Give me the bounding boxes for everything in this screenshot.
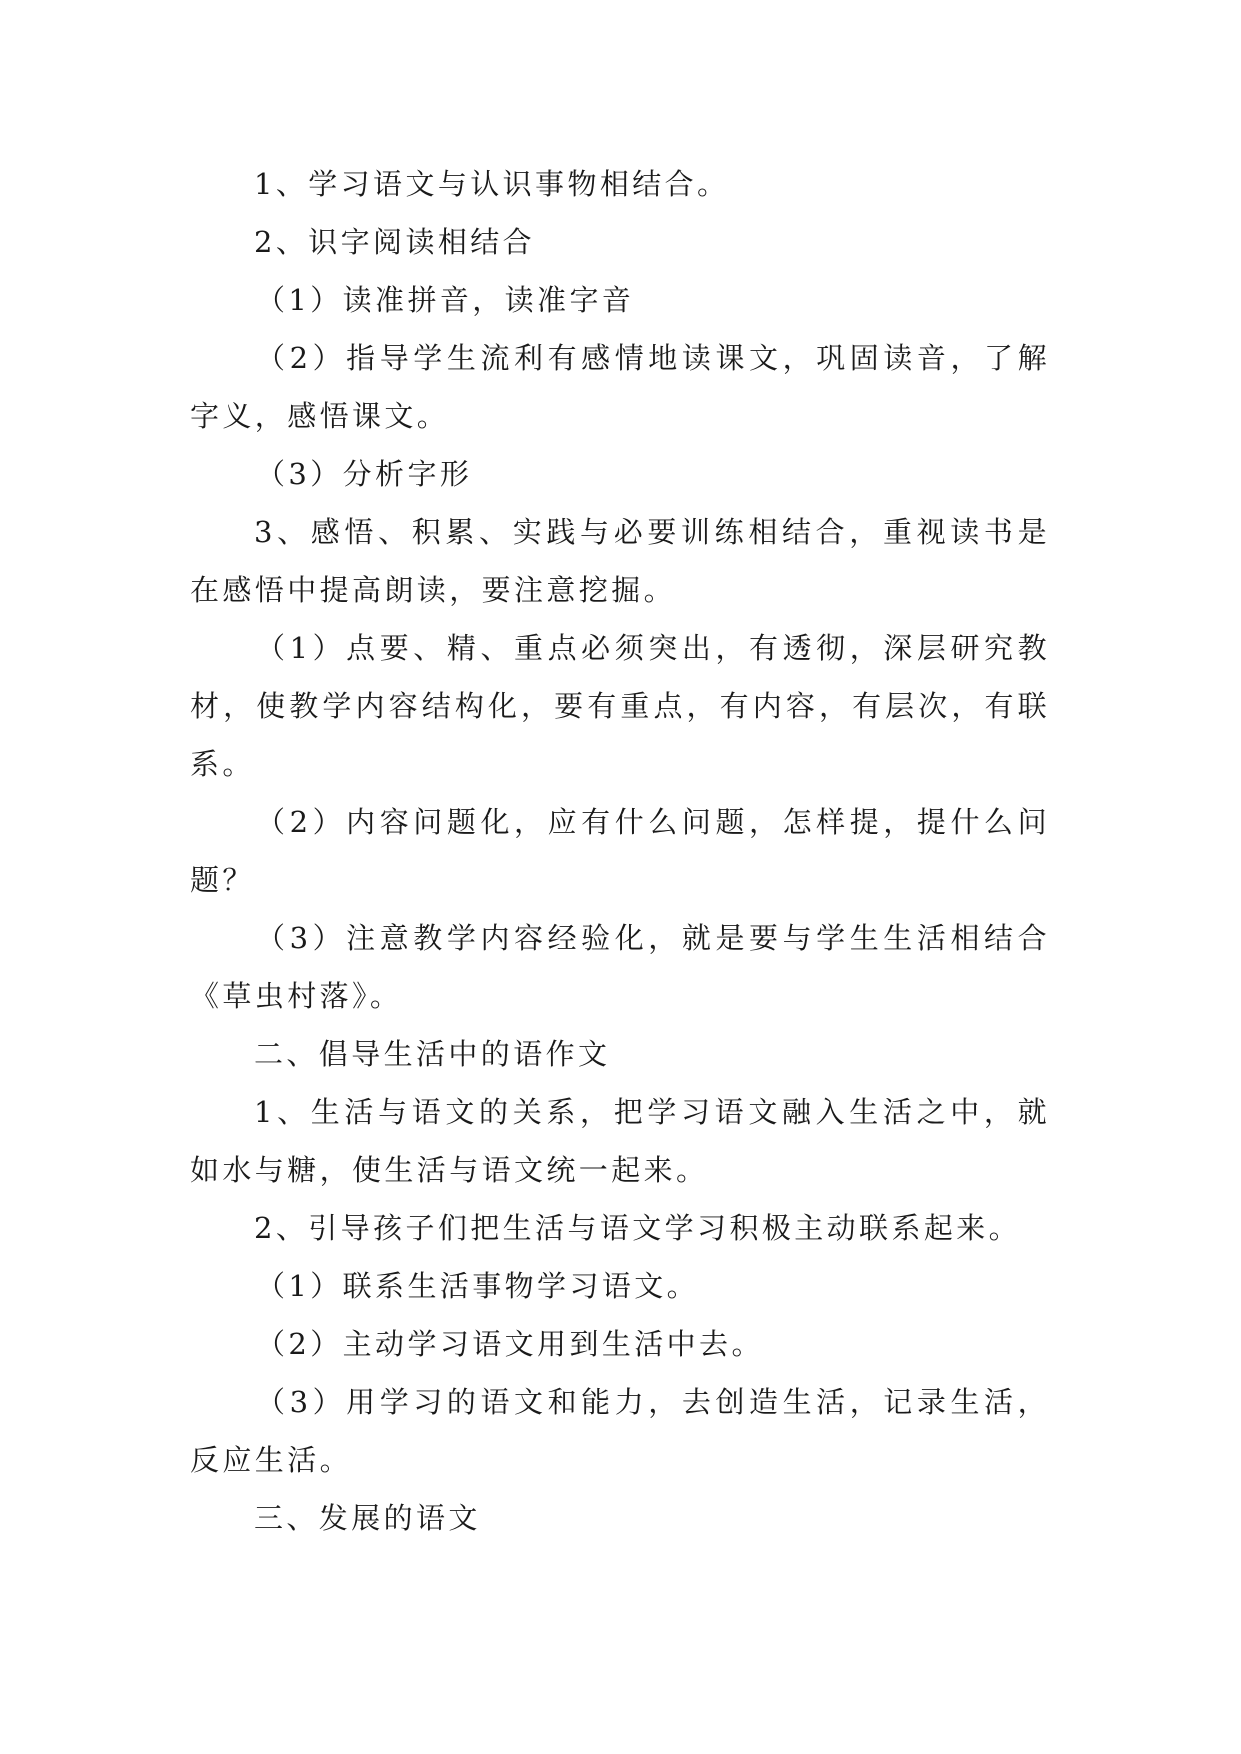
section-heading: 二、倡导生活中的语作文 (254, 1037, 611, 1071)
paragraph: 1、生活与语文的关系，把学习语文融入生活之中，就如水与糖，使生活与语文统一起来。 (190, 1095, 1050, 1187)
paragraph: 2、引导孩子们把生活与语文学习积极主动联系起来。 (254, 1211, 1022, 1245)
paragraph: 2、识字阅读相结合 (254, 225, 536, 259)
paragraph: 3、感悟、积累、实践与必要训练相结合，重视读书是在感悟中提高朗读，要注意挖掘。 (190, 515, 1050, 607)
paragraph: 1、学习语文与认识事物相结合。 (254, 167, 730, 201)
paragraph: （1）点要、精、重点必须突出，有透彻，深层研究教材，使教学内容结构化，要有重点，有内容，有层次，有联系。 (190, 631, 1050, 781)
paragraph: （2）主动学习语文用到生活中去。 (256, 1327, 764, 1361)
paragraph: （1）读准拼音，读准字音 (256, 283, 635, 317)
document-page (190, 155, 1050, 1547)
paragraph: （1）联系生活事物学习语文。 (256, 1269, 700, 1303)
section-heading: 三、发展的语文 (254, 1501, 481, 1535)
paragraph: （3）注意教学内容经验化，就是要与学生生活相结合《草虫村落》。 (190, 921, 1050, 1013)
paragraph: （2）内容问题化，应有什么问题，怎样提，提什么问题？ (190, 805, 1050, 897)
paragraph: （3）分析字形 (256, 457, 473, 491)
paragraph: （2）指导学生流利有感情地读课文，巩固读音，了解字义，感悟课文。 (190, 341, 1050, 433)
paragraph: （3）用学习的语文和能力，去创造生活，记录生活，反应生活。 (190, 1385, 1050, 1477)
